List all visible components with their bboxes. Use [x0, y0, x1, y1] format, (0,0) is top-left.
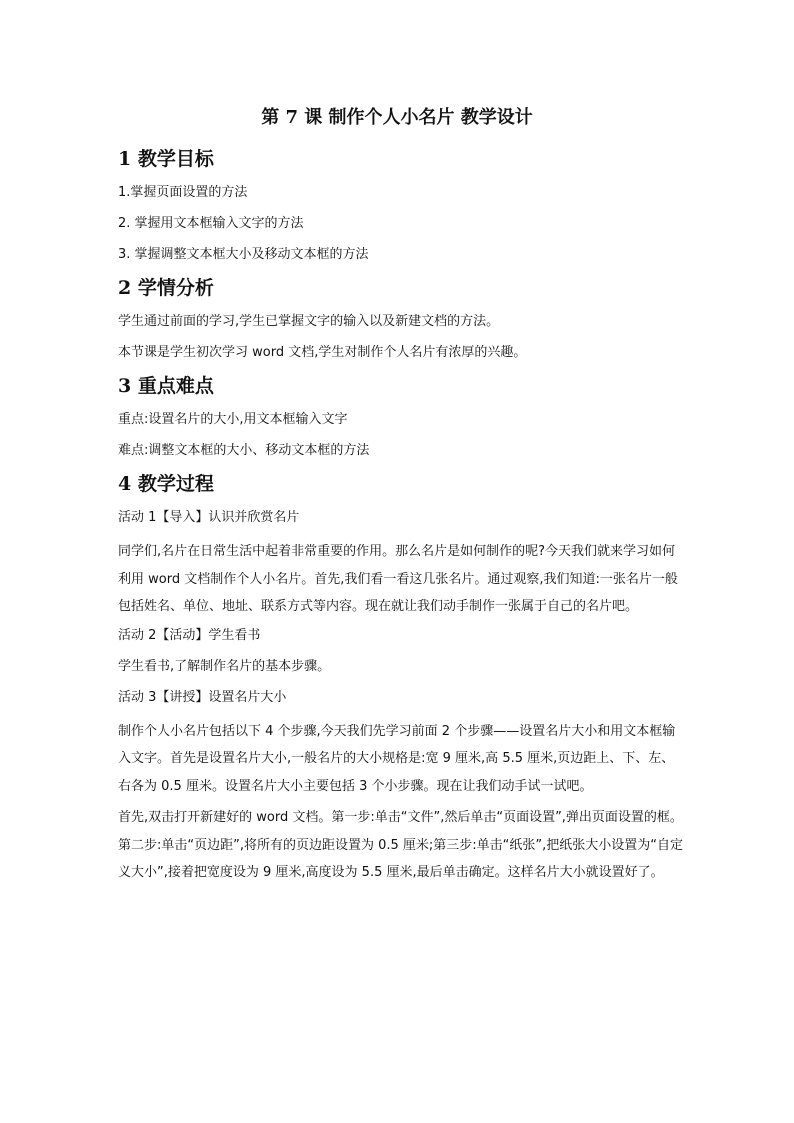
key-point-item: 重点:设置名片的大小,用文本框输入文字	[118, 412, 348, 427]
activity-1-title: 活动 1【导入】认识并欣赏名片	[118, 510, 300, 525]
activity-2-title: 活动 2【活动】学生看书	[118, 627, 261, 643]
goal-item: 1.掌握页面设置的方法	[118, 185, 248, 200]
activity-2-text: 学生看书,了解制作名片的基本步骤。	[118, 658, 331, 674]
section-heading-analysis: 2 学情分析	[118, 277, 214, 299]
goal-item: 3. 掌握调整文本框大小及移动文本框的方法	[118, 247, 369, 262]
activity-3-text-1: 制作个人小名片包括以下 4 个步骤,今天我们先学习前面 2 个步骤——设置名片大小和用文本框输入文字。首先是设置名片大小,一般名片的大小规格是:宽 9 厘米,高 5.5 厘米,页边距上、下、左、右各为 0.5 厘米。设置名片大小主要包括 3 个小步骤。现在让我们动手试一试吧。	[118, 723, 676, 794]
section-teaching-goals	[118, 146, 684, 266]
section-heading-goals: 1 教学目标	[118, 148, 214, 170]
analysis-item: 学生通过前面的学习,学生已掌握文字的输入以及新建文档的方法。	[118, 314, 500, 329]
section-heading-key-points: 3 重点难点	[118, 375, 214, 397]
section-student-analysis	[118, 275, 684, 364]
activity-3-title: 活动 3【讲授】设置名片大小	[118, 689, 287, 705]
section-heading-process: 4 教学过程	[118, 473, 214, 495]
analysis-item: 本节课是学生初次学习 word 文档,学生对制作个人名片有浓厚的兴趣。	[118, 345, 527, 360]
activity-3-text-2: 首先,双击打开新建好的 word 文档。第一步:单击“文件”,然后单击“页面设置”,弹出页面设置的框。第二步:单击“页边距”,将所有的页边距设置为 0.5 厘米;第三步:单击“纸张”,把纸张大小设置为“自定义大小”,接着把宽度设为 9 厘米,高度设为 5.5 厘米,最后单击确定。这样名片大小就设置好了。	[118, 810, 684, 880]
goal-item: 2. 掌握用文本框输入文字的方法	[118, 216, 304, 231]
document-title: 第 7 课 制作个人小名片 教学设计	[261, 107, 533, 128]
key-point-item: 难点:调整文本框的大小、移动文本框的方法	[118, 443, 370, 458]
document-body	[118, 146, 684, 891]
section-teaching-process	[118, 471, 684, 887]
activity-1-text: 同学们,名片在日常生活中起着非常重要的作用。那么名片是如何制作的呢?今天我们就来学习如何利用 word 文档制作个人小名片。首先,我们看一看这几张名片。通过观察,我们知道:一张名片一般包括姓名、单位、地址、联系方式等内容。现在就让我们动手制作一张属于自己的名片吧。	[118, 544, 678, 614]
section-key-points	[118, 373, 684, 462]
